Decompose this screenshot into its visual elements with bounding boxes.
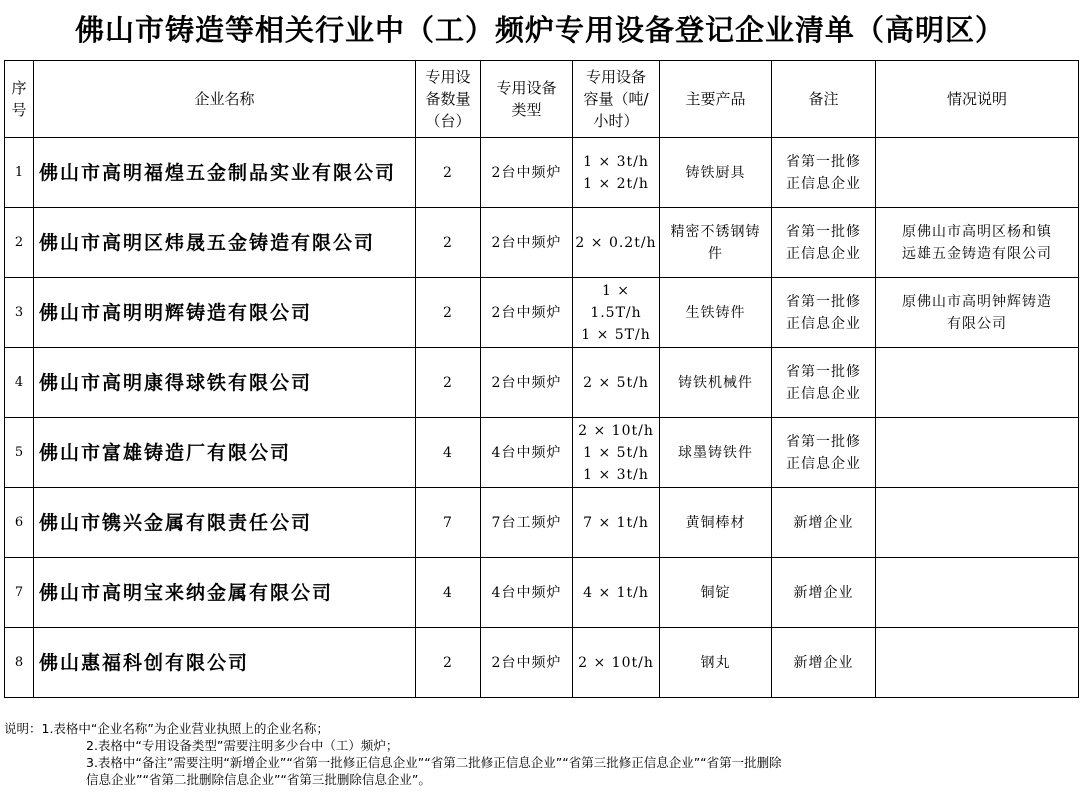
cell-remark-line: 省第一批修 <box>786 153 861 170</box>
cell-capacity-line: 1 × 3t/h <box>583 466 649 483</box>
cell-capacity-line: 2 × 5t/h <box>583 374 649 391</box>
table-row <box>5 418 1079 488</box>
cell-capacity <box>573 208 660 278</box>
cell-count: 2 <box>416 348 481 418</box>
cell-type: 2台中频炉 <box>481 628 573 698</box>
cell-company-name: 佛山市高明宝来纳金属有限公司 <box>34 558 416 628</box>
cell-count: 2 <box>416 278 481 348</box>
cell-capacity <box>573 278 660 348</box>
cell-company-name: 佛山市高明明辉铸造有限公司 <box>34 278 416 348</box>
cell-status-line: 有限公司 <box>947 315 1007 332</box>
cell-count: 2 <box>416 208 481 278</box>
header-remark: 备注 <box>772 61 876 138</box>
cell-capacity <box>573 488 660 558</box>
cell-remark <box>772 418 876 488</box>
cell-product <box>660 348 772 418</box>
cell-seq: 2 <box>5 208 34 278</box>
cell-capacity-line: 2 × 0.2t/h <box>575 234 657 251</box>
cell-capacity-line: 1 × 1.5T/h <box>590 282 642 321</box>
enterprise-table <box>4 60 1079 698</box>
header-capacity: 专用设备 容量（吨/ 小时） <box>573 61 660 138</box>
cell-capacity <box>573 558 660 628</box>
table-row <box>5 558 1079 628</box>
cell-remark-line: 省第一批修 <box>786 223 861 240</box>
cell-count: 4 <box>416 418 481 488</box>
cell-company-name: 佛山市富雄铸造厂有限公司 <box>34 418 416 488</box>
cell-product-line: 铸铁机械件 <box>678 374 753 391</box>
cell-remark <box>772 488 876 558</box>
cell-remark-line: 省第一批修 <box>786 363 861 380</box>
cell-product <box>660 278 772 348</box>
cell-remark-line: 新增企业 <box>793 654 854 671</box>
cell-product-line: 黄铜棒材 <box>685 514 746 531</box>
cell-type: 2台中频炉 <box>481 278 573 348</box>
cell-capacity-line: 2 × 10t/h <box>578 422 654 439</box>
cell-product <box>660 628 772 698</box>
cell-capacity-line: 7 × 1t/h <box>583 514 649 531</box>
cell-count: 2 <box>416 138 481 208</box>
cell-type: 4台中频炉 <box>481 558 573 628</box>
cell-status <box>876 208 1079 278</box>
header-count: 专用设 备数量 （台） <box>416 61 481 138</box>
cell-status <box>876 348 1079 418</box>
header-product: 主要产品 <box>660 61 772 138</box>
cell-seq: 1 <box>5 138 34 208</box>
cell-remark-line: 省第一批修 <box>786 293 861 310</box>
table-row <box>5 348 1079 418</box>
cell-capacity-line: 1 × 5T/h <box>581 326 651 343</box>
cell-capacity <box>573 348 660 418</box>
note-line: 2.表格中“专用设备类型”需要注明多少台中（工）频炉； <box>86 738 399 753</box>
table-row <box>5 138 1079 208</box>
cell-status <box>876 138 1079 208</box>
cell-status <box>876 278 1079 348</box>
note-line: 说明：1.表格中“企业名称”为企业营业执照上的企业名称； <box>4 721 329 736</box>
cell-remark-line: 正信息企业 <box>786 175 861 192</box>
cell-capacity-line: 1 × 3t/h <box>583 153 649 170</box>
cell-remark-line: 正信息企业 <box>786 245 861 262</box>
cell-capacity-line: 1 × 2t/h <box>583 175 649 192</box>
table-row <box>5 488 1079 558</box>
cell-seq: 5 <box>5 418 34 488</box>
cell-capacity-line: 1 × 5t/h <box>583 444 649 461</box>
cell-product <box>660 208 772 278</box>
cell-product <box>660 418 772 488</box>
notes <box>4 720 1074 788</box>
table-row <box>5 628 1079 698</box>
cell-product-line: 精密不锈钢铸 <box>670 223 761 240</box>
cell-remark-line: 正信息企业 <box>786 315 861 332</box>
header-seq: 序 号 <box>5 61 34 138</box>
cell-company-name: 佛山惠福科创有限公司 <box>34 628 416 698</box>
cell-remark-line: 正信息企业 <box>786 385 861 402</box>
cell-remark-line: 省第一批修 <box>786 433 861 450</box>
cell-product-line: 钢丸 <box>700 654 731 671</box>
note-line: 3.表格中“备注”需要注明“新增企业”“省第一批修正信息企业”“省第二批修正信息企业”“省第三批修正信息企业”“省第一批删除 <box>86 755 782 770</box>
cell-count: 7 <box>416 488 481 558</box>
cell-remark-line: 新增企业 <box>793 514 854 531</box>
cell-count: 2 <box>416 628 481 698</box>
cell-status <box>876 488 1079 558</box>
cell-type: 7台工频炉 <box>481 488 573 558</box>
table-body <box>5 138 1079 698</box>
table-row <box>5 278 1079 348</box>
cell-remark-line: 正信息企业 <box>786 455 861 472</box>
table-row <box>5 208 1079 278</box>
cell-status <box>876 628 1079 698</box>
cell-seq: 6 <box>5 488 34 558</box>
page-title: 佛山市铸造等相关行业中（工）频炉专用设备登记企业清单（高明区） <box>74 13 1005 47</box>
header-name: 企业名称 <box>34 61 416 138</box>
header-type: 专用设备 类型 <box>481 61 573 138</box>
cell-seq: 8 <box>5 628 34 698</box>
cell-product <box>660 558 772 628</box>
cell-remark <box>772 208 876 278</box>
cell-capacity-line: 2 × 10t/h <box>578 654 654 671</box>
header-row <box>5 61 1079 138</box>
cell-product <box>660 488 772 558</box>
cell-remark <box>772 138 876 208</box>
cell-remark <box>772 348 876 418</box>
cell-seq: 3 <box>5 278 34 348</box>
cell-remark <box>772 278 876 348</box>
cell-product-line: 生铁铸件 <box>685 304 746 321</box>
cell-product-line: 铜锭 <box>700 584 731 601</box>
cell-product <box>660 138 772 208</box>
cell-remark-line: 新增企业 <box>793 584 854 601</box>
cell-status-line: 原佛山市高明区杨和镇 <box>902 223 1052 240</box>
header-status: 情况说明 <box>876 61 1079 138</box>
cell-company-name: 佛山市高明福煌五金制品实业有限公司 <box>34 138 416 208</box>
cell-remark <box>772 628 876 698</box>
cell-capacity <box>573 418 660 488</box>
cell-type: 2台中频炉 <box>481 348 573 418</box>
cell-count: 4 <box>416 558 481 628</box>
cell-seq: 7 <box>5 558 34 628</box>
cell-type: 2台中频炉 <box>481 138 573 208</box>
cell-seq: 4 <box>5 348 34 418</box>
cell-product-line: 铸铁厨具 <box>685 164 746 181</box>
cell-capacity-line: 4 × 1t/h <box>583 584 649 601</box>
cell-company-name: 佛山市镌兴金属有限责任公司 <box>34 488 416 558</box>
cell-status <box>876 418 1079 488</box>
cell-status-line: 原佛山市高明钟辉铸造 <box>902 293 1052 310</box>
cell-capacity <box>573 628 660 698</box>
cell-product-line: 球墨铸铁件 <box>678 444 753 461</box>
cell-company-name: 佛山市高明康得球铁有限公司 <box>34 348 416 418</box>
cell-company-name: 佛山市高明区炜晟五金铸造有限公司 <box>34 208 416 278</box>
cell-status <box>876 558 1079 628</box>
cell-type: 2台中频炉 <box>481 208 573 278</box>
cell-status-line: 远雄五金铸造有限公司 <box>902 245 1052 262</box>
cell-remark <box>772 558 876 628</box>
cell-product-line: 件 <box>708 245 723 262</box>
cell-capacity <box>573 138 660 208</box>
cell-type: 4台中频炉 <box>481 418 573 488</box>
note-line: 信息企业”“省第二批删除信息企业”“省第三批删除信息企业”。 <box>86 772 431 787</box>
